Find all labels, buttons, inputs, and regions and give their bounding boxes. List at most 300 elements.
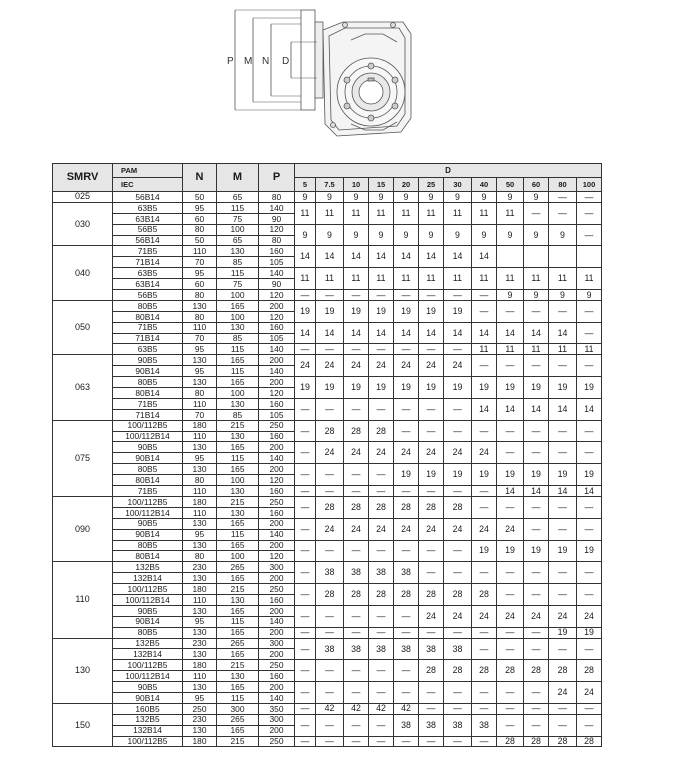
d-value-cell: — [472,736,497,747]
p-cell: 200 [259,300,295,311]
m-cell: 100 [217,224,259,235]
iec-cell: 63B5 [113,268,183,279]
iec-cell: 56B5 [113,290,183,301]
d-value-cell: — [497,300,524,322]
n-cell: 70 [183,333,217,344]
iec-cell: 160B5 [113,703,183,714]
d-value-cell: 11 [577,268,602,290]
d-value-cell: — [472,703,497,714]
iec-cell: 63B5 [113,344,183,355]
d-value-cell: 14 [549,322,577,344]
d-value-cell: — [549,714,577,736]
n-cell: 180 [183,496,217,507]
d-value-cell: — [295,442,316,464]
p-cell: 160 [259,507,295,518]
d-value-cell: 14 [295,322,316,344]
d-value-cell: — [524,682,549,704]
d-value-cell: 24 [394,442,419,464]
d-value-cell: 24 [344,355,369,377]
m-cell: 165 [217,464,259,475]
d-value-cell: — [394,486,419,497]
ratio-header-cell: 30 [444,178,472,192]
p-cell: 160 [259,594,295,605]
m-cell: 65 [217,235,259,246]
d-value-cell: — [344,540,369,562]
d-value-cell: 9 [524,290,549,301]
d-value-cell: 28 [369,420,394,442]
d-value-cell: 38 [394,562,419,584]
d-value-cell: 9 [549,290,577,301]
p-cell: 250 [259,420,295,431]
iec-cell: 90B5 [113,355,183,366]
d-value-cell: — [316,398,344,420]
d-value-cell: 28 [577,660,602,682]
iec-cell: 71B5 [113,398,183,409]
d-value-cell: 19 [497,540,524,562]
iec-cell: 90B5 [113,518,183,529]
d-value-cell: 9 [549,224,577,246]
d-value-cell: — [497,420,524,442]
m-cell: 115 [217,453,259,464]
iec-cell: 100/112B5 [113,496,183,507]
col-smrv: SMRV [53,164,113,192]
m-cell: 165 [217,540,259,551]
p-cell: 250 [259,496,295,507]
d-value-cell: — [295,703,316,714]
d-value-cell: 19 [577,377,602,399]
table-row [53,224,602,235]
d-value-cell: 9 [472,192,497,203]
d-value-cell: — [295,562,316,584]
d-value-cell: — [444,290,472,301]
p-cell: 140 [259,344,295,355]
d-value-cell: 42 [369,703,394,714]
d-value-cell: — [344,627,369,638]
d-value-cell: — [295,290,316,301]
d-value-cell: 14 [497,322,524,344]
p-cell: 120 [259,551,295,562]
d-value-cell: 14 [524,398,549,420]
d-value-cell: 38 [369,562,394,584]
iec-cell: 80B14 [113,551,183,562]
d-value-cell: 28 [497,660,524,682]
d-value-cell: 14 [577,486,602,497]
d-value-cell: 11 [549,268,577,290]
hub-bolt [368,115,374,121]
p-cell: 90 [259,213,295,224]
d-value-cell: 11 [295,268,316,290]
m-cell: 115 [217,366,259,377]
d-value-cell: 38 [419,638,444,660]
d-value-cell: 19 [444,300,472,322]
d-value-cell: — [394,682,419,704]
n-cell: 130 [183,518,217,529]
m-cell: 165 [217,355,259,366]
n-cell: 130 [183,649,217,660]
d-value-cell: 19 [394,300,419,322]
p-cell: 200 [259,649,295,660]
p-cell: 350 [259,703,295,714]
n-cell: 110 [183,322,217,333]
n-cell: 130 [183,540,217,551]
n-cell: 180 [183,420,217,431]
d-value-cell: 9 [316,224,344,246]
m-cell: 130 [217,507,259,518]
d-value-cell: 14 [369,246,394,268]
iec-cell: 80B5 [113,627,183,638]
d-value-cell [577,246,602,268]
iec-cell: 56B14 [113,192,183,203]
d-value-cell: 14 [316,322,344,344]
d-value-cell: 38 [419,714,444,736]
m-cell: 100 [217,290,259,301]
iec-cell: 71B5 [113,322,183,333]
p-cell: 160 [259,486,295,497]
d-value-cell: — [577,202,602,224]
d-value-cell: — [369,398,394,420]
d-value-cell: 9 [344,192,369,203]
p-cell: 200 [259,573,295,584]
d-value-cell: — [419,344,444,355]
n-cell: 80 [183,290,217,301]
d-value-cell: 11 [419,202,444,224]
p-cell: 200 [259,355,295,366]
d-value-cell: — [497,714,524,736]
d-value-cell: 28 [419,496,444,518]
d-value-cell: — [577,322,602,344]
p-cell: 105 [259,409,295,420]
size-cell: 040 [53,246,113,300]
p-cell: 300 [259,638,295,649]
d-value-cell: 28 [444,584,472,606]
d-value-cell: 19 [577,627,602,638]
d-value-cell: 19 [549,377,577,399]
iec-cell: 90B14 [113,366,183,377]
d-value-cell: 14 [497,398,524,420]
d-value-cell: 24 [369,442,394,464]
d-value-cell: — [472,420,497,442]
d-value-cell: — [316,344,344,355]
table-row [53,714,602,725]
d-value-cell: — [524,627,549,638]
iec-cell: 100/112B14 [113,507,183,518]
iec-cell: 63B14 [113,213,183,224]
d-value-cell: — [577,518,602,540]
d-value-cell: 11 [444,268,472,290]
d-value-cell: — [394,627,419,638]
d-value-cell: — [549,300,577,322]
d-value-cell: — [295,638,316,660]
n-cell: 130 [183,464,217,475]
d-value-cell: — [444,562,472,584]
d-value-cell: — [497,638,524,660]
d-value-cell: — [419,486,444,497]
d-value-cell: — [524,638,549,660]
p-cell: 80 [259,192,295,203]
d-value-cell: 9 [444,192,472,203]
hub-bolt [392,103,398,109]
d-value-cell: — [524,420,549,442]
d-value-cell: — [577,562,602,584]
iec-cell: 80B14 [113,475,183,486]
p-cell: 105 [259,257,295,268]
d-value-cell: — [524,562,549,584]
d-value-cell: — [524,518,549,540]
d-value-cell: 24 [344,442,369,464]
d-value-cell: — [549,420,577,442]
d-value-cell: — [524,584,549,606]
table-row [53,605,602,616]
ratio-header-cell: 10 [344,178,369,192]
d-value-cell: — [295,736,316,747]
m-cell: 115 [217,529,259,540]
d-value-cell: — [444,736,472,747]
header-row [53,164,602,178]
d-value-cell: — [444,344,472,355]
iec-cell: 90B5 [113,605,183,616]
d-value-cell: 9 [444,224,472,246]
m-cell: 100 [217,388,259,399]
d-value-cell: — [472,562,497,584]
p-cell: 160 [259,322,295,333]
d-value-cell: 14 [472,322,497,344]
d-value-cell: 28 [344,420,369,442]
n-cell: 130 [183,627,217,638]
d-value-cell: — [295,398,316,420]
d-value-cell: — [369,605,394,627]
d-value-cell: 28 [577,736,602,747]
n-cell: 95 [183,692,217,703]
m-cell: 75 [217,213,259,224]
d-value-cell: — [295,518,316,540]
n-cell: 130 [183,300,217,311]
d-value-cell: 24 [316,442,344,464]
d-value-cell: 9 [577,290,602,301]
d-value-cell: 19 [549,627,577,638]
p-cell: 200 [259,725,295,736]
d-value-cell: 24 [444,355,472,377]
iec-cell: 80B14 [113,388,183,399]
d-value-cell: — [444,627,472,638]
d-value-cell: — [394,605,419,627]
flange-neck [315,22,323,98]
n-cell: 50 [183,235,217,246]
d-value-cell: 11 [497,268,524,290]
d-value-cell: 19 [472,540,497,562]
d-value-cell: 42 [316,703,344,714]
size-cell: 030 [53,202,113,246]
d-value-cell: 28 [316,496,344,518]
p-cell: 200 [259,464,295,475]
d-value-cell: 28 [419,660,444,682]
size-cell: 110 [53,562,113,638]
dim-label-n: N [262,56,270,67]
p-cell: 90 [259,279,295,290]
d-value-cell: — [524,355,549,377]
d-value-cell: 9 [369,224,394,246]
d-value-cell: — [444,398,472,420]
d-value-cell: — [419,420,444,442]
table-row [53,300,602,311]
ratio-header-cell: 15 [369,178,394,192]
d-value-cell: 28 [316,584,344,606]
d-value-cell: 24 [577,682,602,704]
d-value-cell: — [369,344,394,355]
d-value-cell: 14 [344,322,369,344]
m-cell: 215 [217,660,259,671]
d-value-cell: — [316,540,344,562]
p-cell: 140 [259,453,295,464]
table-row [53,518,602,529]
n-cell: 130 [183,377,217,388]
d-value-cell: — [472,355,497,377]
d-value-cell: 38 [344,562,369,584]
n-cell: 130 [183,573,217,584]
d-value-cell: 9 [316,192,344,203]
m-cell: 265 [217,562,259,573]
col-pam: PAM [113,164,183,178]
ratio-header-cell: 100 [577,178,602,192]
d-value-cell: 14 [295,246,316,268]
d-value-cell: 24 [295,355,316,377]
d-value-cell: 11 [394,268,419,290]
n-cell: 110 [183,671,217,682]
d-value-cell: 28 [419,584,444,606]
d-value-cell: 11 [472,268,497,290]
d-value-cell: — [472,627,497,638]
d-value-cell: — [577,300,602,322]
d-value-cell: 11 [344,202,369,224]
p-cell: 200 [259,377,295,388]
d-value-cell: — [549,355,577,377]
bolt [331,123,336,128]
d-value-cell: 28 [444,660,472,682]
d-value-cell: 14 [472,246,497,268]
d-value-cell: — [577,355,602,377]
d-value-cell: 38 [316,638,344,660]
d-value-cell: 28 [497,736,524,747]
iec-cell: 100/112B14 [113,671,183,682]
m-cell: 165 [217,682,259,693]
n-cell: 110 [183,398,217,409]
table-row [53,682,602,693]
size-cell: 050 [53,300,113,354]
n-cell: 130 [183,355,217,366]
n-cell: 95 [183,366,217,377]
d-value-cell: 19 [549,540,577,562]
col-p: P [259,164,295,192]
d-value-cell: — [472,638,497,660]
iec-cell: 132B14 [113,725,183,736]
d-value-cell: — [344,486,369,497]
p-cell: 200 [259,682,295,693]
iec-cell: 100/112B14 [113,594,183,605]
d-value-cell: 28 [524,660,549,682]
d-value-cell: 9 [419,224,444,246]
table-body [53,192,602,747]
d-value-cell: 14 [472,398,497,420]
d-value-cell: 19 [524,377,549,399]
d-value-cell: 24 [419,355,444,377]
d-value-cell: 19 [394,464,419,486]
d-value-cell: 11 [369,268,394,290]
d-value-cell: 24 [577,605,602,627]
p-cell: 105 [259,333,295,344]
d-value-cell: — [577,703,602,714]
d-value-cell: — [344,660,369,682]
m-cell: 115 [217,692,259,703]
d-value-cell: 28 [369,496,394,518]
table-row [53,627,602,638]
d-value-cell: 14 [444,322,472,344]
n-cell: 110 [183,486,217,497]
d-value-cell: — [497,355,524,377]
m-cell: 130 [217,246,259,257]
d-value-cell: 24 [444,518,472,540]
d-value-cell: — [524,714,549,736]
d-value-cell: — [577,584,602,606]
d-value-cell: 28 [472,584,497,606]
table-row [53,442,602,453]
d-value-cell: — [444,486,472,497]
n-cell: 230 [183,562,217,573]
table-header [53,164,602,192]
iec-cell: 90B14 [113,616,183,627]
p-cell: 300 [259,562,295,573]
d-value-cell: 24 [472,442,497,464]
n-cell: 95 [183,202,217,213]
d-value-cell: — [369,714,394,736]
m-cell: 130 [217,594,259,605]
iec-cell: 100/112B14 [113,431,183,442]
n-cell: 95 [183,529,217,540]
n-cell: 80 [183,388,217,399]
iec-cell: 56B5 [113,224,183,235]
m-cell: 165 [217,518,259,529]
p-cell: 200 [259,518,295,529]
table-row [53,420,602,431]
table-row [53,703,602,714]
d-value-cell: 9 [394,224,419,246]
d-value-cell: 28 [344,496,369,518]
iec-cell: 132B14 [113,573,183,584]
d-value-cell: — [444,420,472,442]
n-cell: 95 [183,453,217,464]
m-cell: 100 [217,475,259,486]
d-value-cell: 38 [344,638,369,660]
d-value-cell: — [344,605,369,627]
d-value-cell: 14 [577,398,602,420]
d-value-cell: 28 [524,736,549,747]
m-cell: 265 [217,638,259,649]
iec-cell: 132B14 [113,649,183,660]
d-value-cell: — [295,627,316,638]
size-cell: 025 [53,192,113,203]
col-d: D [295,164,602,178]
table-row [53,398,602,409]
dim-label-p: P [227,56,234,67]
n-cell: 180 [183,660,217,671]
size-cell: 063 [53,355,113,420]
p-cell: 120 [259,475,295,486]
d-value-cell: — [419,736,444,747]
bore [359,80,383,104]
iec-cell: 71B14 [113,333,183,344]
table-row [53,202,602,213]
d-value-cell: 19 [472,377,497,399]
d-value-cell: 19 [444,464,472,486]
d-value-cell: — [419,562,444,584]
